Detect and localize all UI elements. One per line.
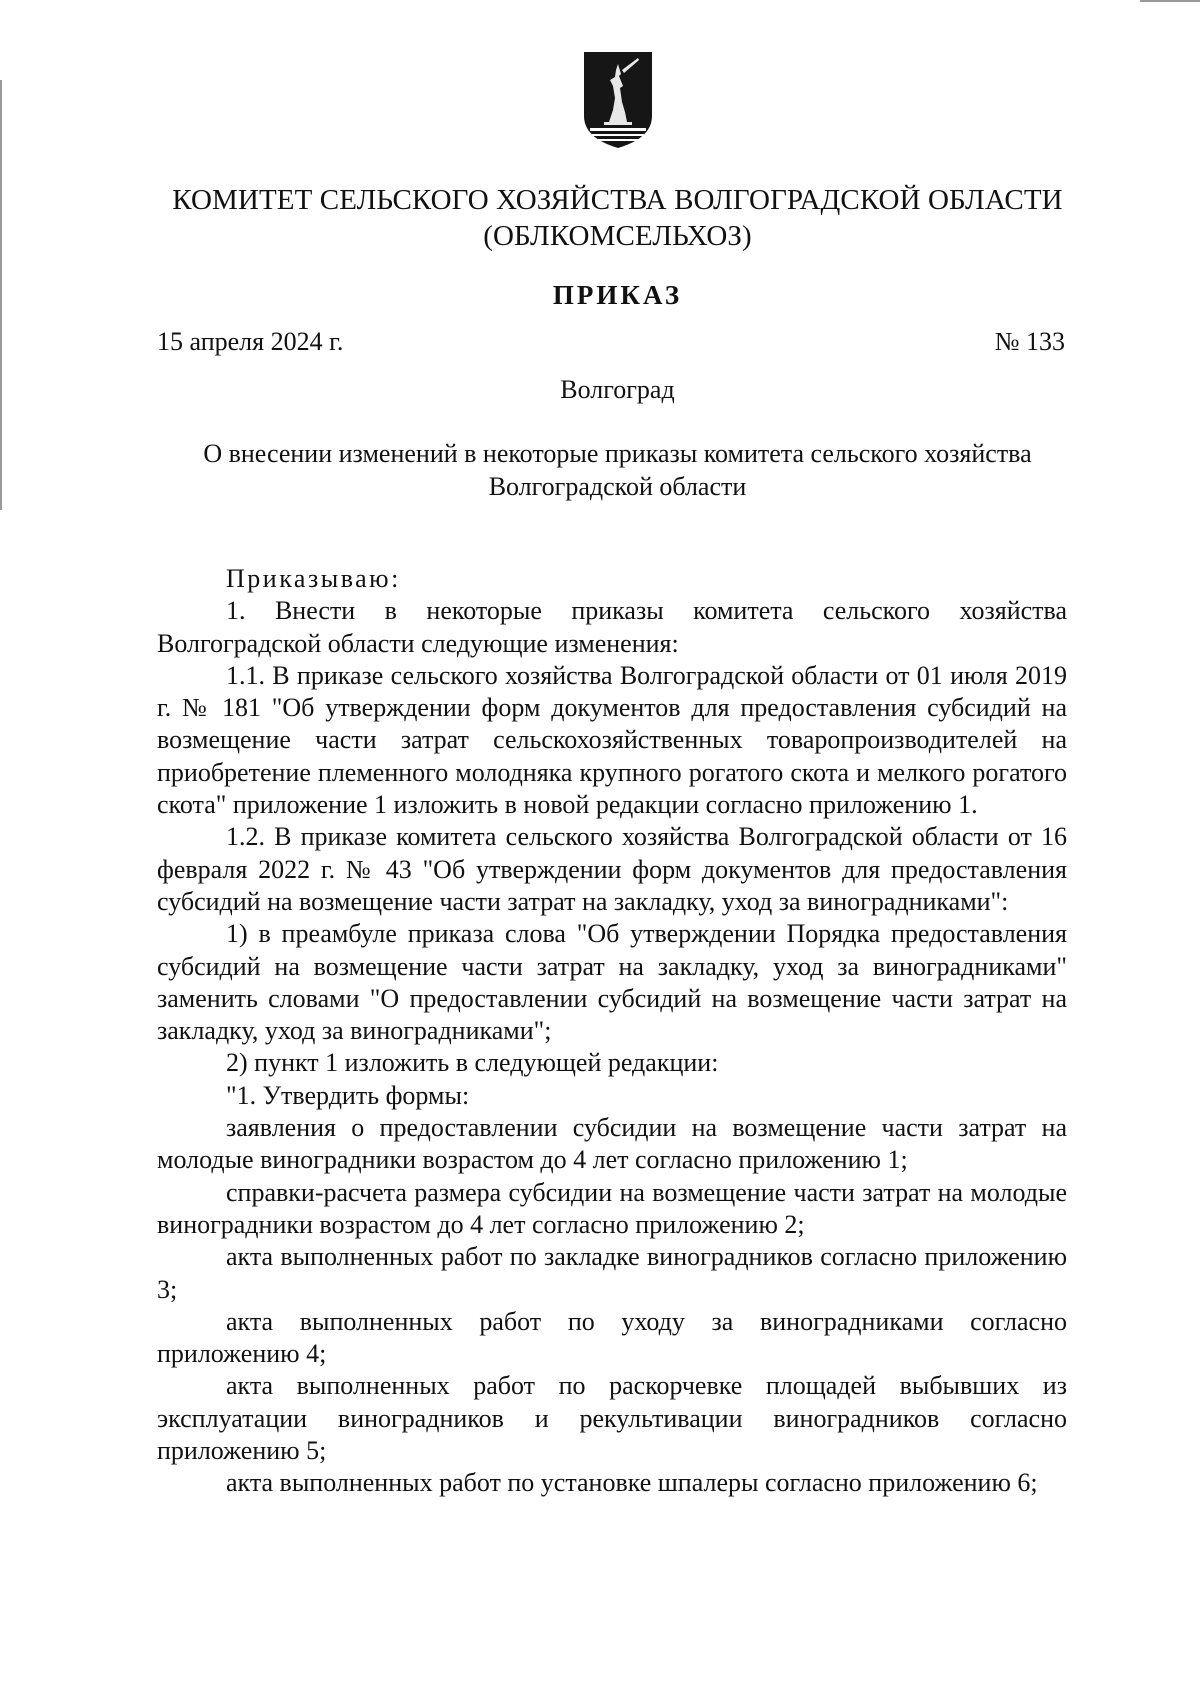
- paragraph-1: 1. Внести в некоторые приказы комитета сельского хозяйства Волгоградской области следующие изменения:: [157, 596, 1067, 658]
- paragraph-item-1: 1) в преамбуле приказа слова "Об утверждении Порядка предоставления субсидий на возмещение части затрат на закладку, уход за виноградниками" заменить словами "О предоставлении субсидий на возмещение части затрат на закладку, уход за виноградниками";: [157, 919, 1067, 1046]
- scan-edge-top: [1140, 0, 1200, 2]
- document-subject: [130, 437, 1105, 503]
- scan-edge-left: [0, 80, 2, 510]
- paragraph-form-act-uprooting: акта выполненных работ по раскорчевке площадей выбывших из эксплуатации виноградников и рекультивации виноградников согласно приложению 5;: [157, 1371, 1067, 1466]
- document-type-title: ПРИКАЗ: [552, 280, 683, 310]
- volgograd-coat-of-arms-icon: [582, 50, 654, 158]
- paragraph-1-2: 1.2. В приказе комитета сельского хозяйства Волгоградской области от 16 февраля 2022 г. № 43 "Об утверждении форм документов для предоставления субсидий на возмещение части затрат на закладку, уход за виноградниками":: [157, 822, 1067, 916]
- paragraph-form-application: заявления о предоставлении субсидии на возмещение части затрат на молодые виноградники возрастом до 4 лет согласно приложению 1;: [157, 1113, 1067, 1175]
- document-body: [157, 563, 1067, 1500]
- paragraph-item-2: 2) пункт 1 изложить в следующей редакции:: [226, 1048, 719, 1078]
- committee-name: [120, 182, 1115, 254]
- committee-name-line-1: КОМИТЕТ СЕЛЬСКОГО ХОЗЯЙСТВА ВОЛГОГРАДСКОЙ ОБЛАСТИ: [172, 184, 1063, 216]
- paragraph-form-act-care: акта выполненных работ по уходу за виноградниками согласно приложению 4;: [157, 1306, 1067, 1369]
- paragraph-approve-forms: "1. Утвердить формы:: [226, 1080, 470, 1110]
- paragraph-1-1: 1.1. В приказе сельского хозяйства Волгоградской области от 01 июля 2019 г. № 181 "Об утверждении форм документов для предоставления субсидий на возмещение части затрат сельскохозяйственных товаропроизводителей на приобретение племенного молодняка крупного рогатого скота и мелкого рогатого скота" приложение 1 изложить в новой редакции согласно приложению 1.: [157, 660, 1067, 820]
- paragraph-form-act-trellis: акта выполненных работ по установке шпалеры согласно приложению 6;: [226, 1468, 1038, 1498]
- subject-line-1: О внесении изменений в некоторые приказы комитета сельского хозяйства: [203, 439, 1032, 468]
- document-date: 15 апреля 2024 г.: [157, 327, 344, 356]
- paragraph-form-act-planting: акта выполненных работ по закладке виноградников согласно приложению 3;: [157, 1242, 1067, 1304]
- paragraph-form-calculation: справки-расчета размера субсидии на возмещение части затрат на молодые виноградники возрастом до 4 лет согласно приложению 2;: [157, 1177, 1067, 1239]
- document-city: Волгоград: [560, 375, 675, 404]
- document-number: № 133: [994, 327, 1065, 356]
- paragraph-order-word: Приказываю:: [226, 564, 401, 593]
- committee-name-line-2: (ОБЛКОМСЕЛЬХОЗ): [483, 220, 752, 252]
- subject-line-2: Волгоградской области: [488, 472, 747, 501]
